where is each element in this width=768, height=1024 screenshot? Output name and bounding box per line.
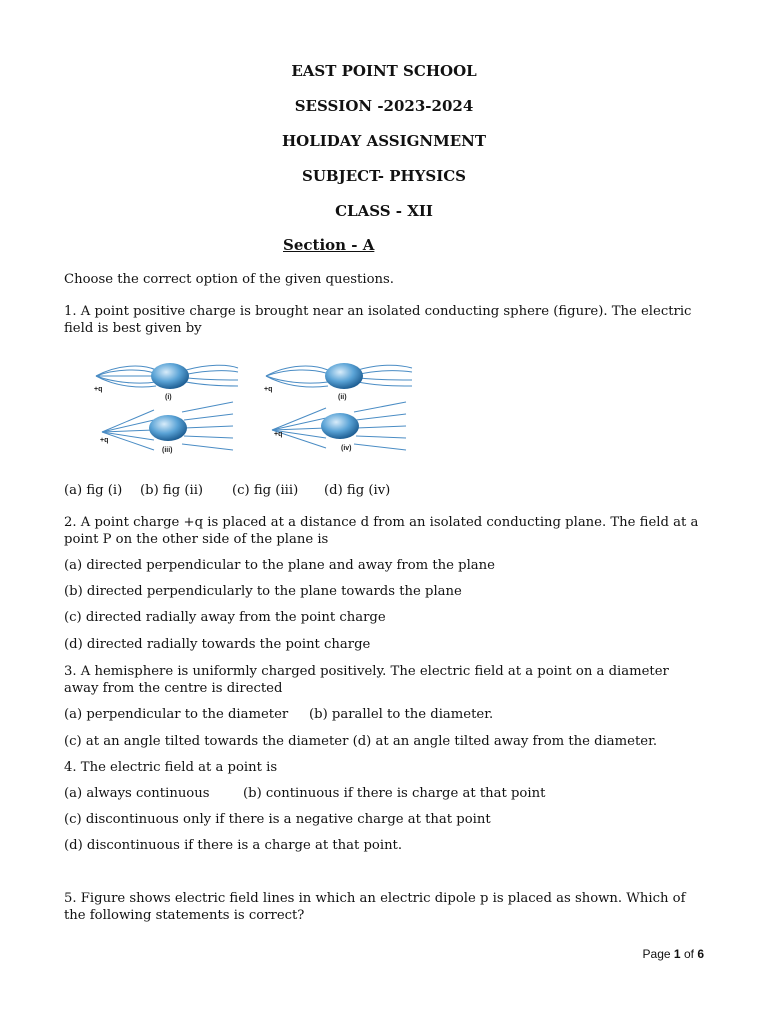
sphere-iv xyxy=(321,413,359,439)
q1-option-c: (c) fig (iii) xyxy=(232,483,299,498)
q2-option-b: (b) directed perpendicularly to the plane towards the plane xyxy=(64,584,462,599)
question-3: 3. A hemisphere is uniformly charged positively. The electric field at a point on a diameter away from the centre is directed xyxy=(64,664,669,696)
q4-option-a: (a) always continuous xyxy=(64,786,210,801)
question-5: 5. Figure shows electric field lines in which an electric dipole p is placed as shown. Which of the following statements is correct? xyxy=(64,891,686,923)
q1-option-b: (b) fig (ii) xyxy=(140,483,204,498)
q2-option-a: (a) directed perpendicular to the plane and away from the plane xyxy=(64,558,495,573)
sphere-ii xyxy=(325,363,363,389)
q2-option-d: (d) directed radially towards the point charge xyxy=(64,637,371,652)
session-title: SESSION -2023-2024 xyxy=(294,97,474,115)
page-number: 1 xyxy=(673,947,681,961)
q4-option-c: (c) discontinuous only if there is a negative charge at that point xyxy=(64,812,491,827)
q3-options-row-2: (c) at an angle tilted towards the diameter (d) at an angle tilted away from the diameter. xyxy=(64,734,658,749)
q4-options-row-1 xyxy=(64,785,704,802)
instruction: Choose the correct option of the given questions. xyxy=(64,272,394,287)
q2-option-c: (c) directed radially away from the point charge xyxy=(64,610,386,625)
section-heading: Section - A xyxy=(283,236,375,254)
electric-field-figure xyxy=(88,350,424,462)
charge-label-ii: +q xyxy=(264,386,273,393)
q3-options-row-1 xyxy=(64,706,704,723)
school-name: EAST POINT SCHOOL xyxy=(291,62,477,80)
q4-option-d: (d) discontinuous if there is a charge at that point. xyxy=(64,838,403,853)
sphere-iii xyxy=(149,415,187,441)
q4-option-b: (b) continuous if there is charge at that point xyxy=(243,786,546,801)
subject-title: SUBJECT- PHYSICS xyxy=(302,167,466,185)
fig-label-ii: (ii) xyxy=(338,394,347,401)
of-word: of xyxy=(683,947,694,961)
q1-options xyxy=(64,482,704,499)
fig-label-iii: (iii) xyxy=(162,447,173,454)
charge-label-i: +q xyxy=(94,386,103,393)
sphere-i xyxy=(151,363,189,389)
q1-option-d: (d) fig (iv) xyxy=(324,483,391,498)
assignment-title: HOLIDAY ASSIGNMENT xyxy=(281,132,487,150)
charge-label-iii: +q xyxy=(100,437,109,444)
page-total: 6 xyxy=(697,947,704,961)
q3-option-a: (a) perpendicular to the diameter xyxy=(64,707,289,722)
page-word: Page xyxy=(642,947,671,961)
page-footer xyxy=(643,947,704,961)
q1-option-a: (a) fig (i) xyxy=(64,483,123,498)
q3-option-b: (b) parallel to the diameter. xyxy=(309,707,494,722)
question-1: 1. A point positive charge is brought near an isolated conducting sphere (figure). The electric field is best given by xyxy=(64,304,692,336)
charge-label-iv: +q xyxy=(274,431,283,438)
fig-label-iv: (iv) xyxy=(341,445,352,452)
fig-label-i: (i) xyxy=(165,394,172,401)
question-4: 4. The electric field at a point is xyxy=(64,760,278,775)
class-title: CLASS - XII xyxy=(335,202,433,220)
question-2: 2. A point charge +q is placed at a distance d from an isolated conducting plane. The field at a point P on the other side of the plane is xyxy=(64,515,699,547)
